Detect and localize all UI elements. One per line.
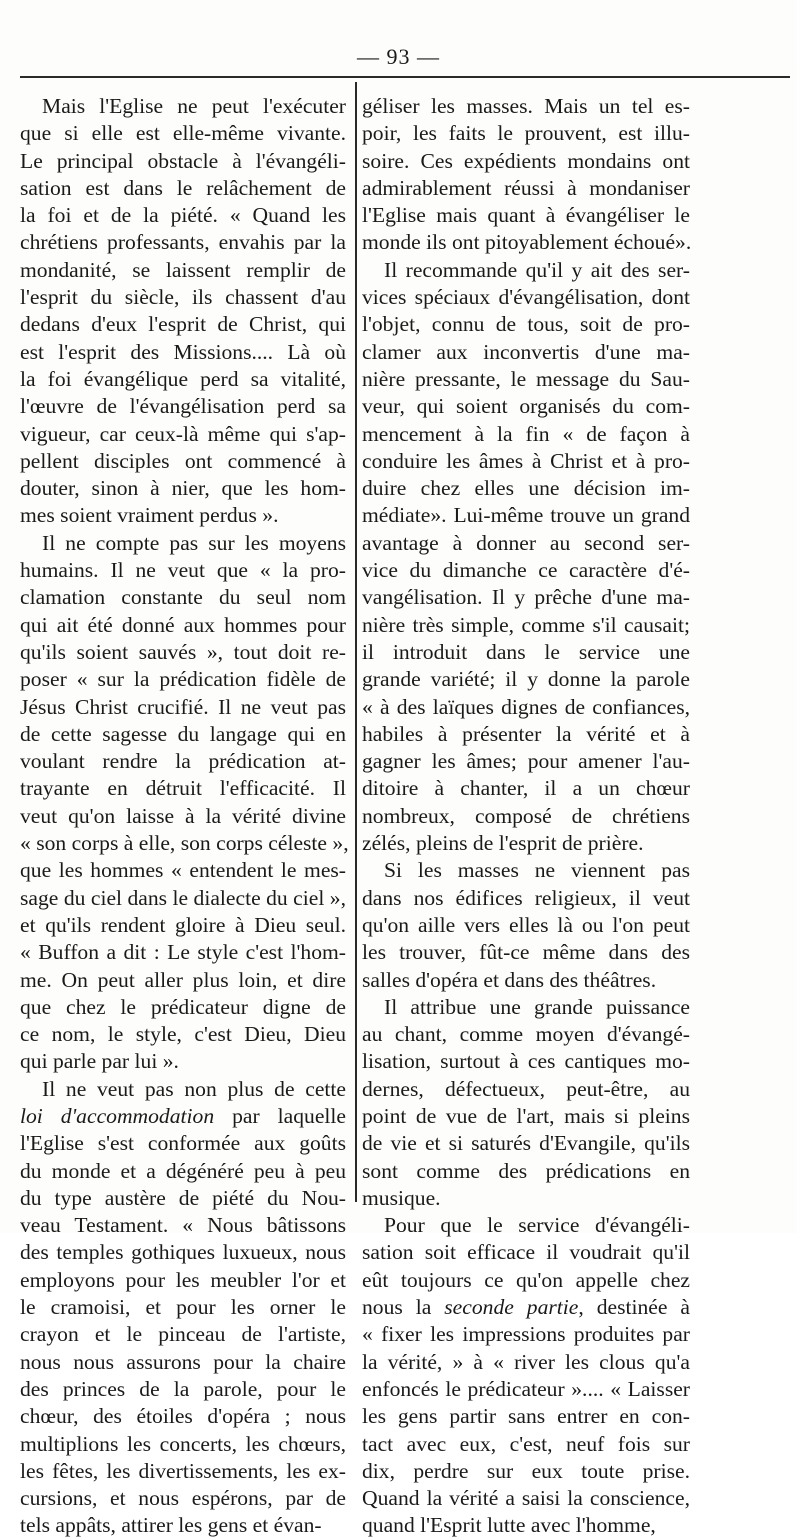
text-line: zélés, pleins de l'esprit de prière. [362,831,644,856]
text-line: nous nous assurons pour la chaire [20,1349,346,1374]
text-line: Quand la vérité a saisi la conscience, [362,1486,690,1511]
text-line: eût toujours ce qu'on appelle chez [362,1267,690,1292]
text-line: pellent disciples ont commencé à [20,448,346,473]
text-line: clamation constante du seul nom [20,585,346,610]
text-line: l'objet, connu de tous, soit de pro- [362,312,690,337]
text-line: grande variété; il y donne la parole [362,667,690,692]
italic-phrase: seconde partie [444,1295,579,1320]
text-line: employons pour les meubler l'or et [20,1267,346,1292]
text-line: Le principal obstacle à l'évangéli- [20,148,346,173]
text-line: le cramoisi, et pour les orner le [20,1295,346,1320]
text-line: qui ait été donné aux hommes pour [20,612,346,637]
text-line: ce nom, le style, c'est Dieu, Dieu [20,1022,346,1047]
text-line: sage du ciel dans le dialecte du ciel », [20,885,346,910]
text-line: il introduit dans le service une [362,639,690,664]
text-line: la foi évangélique perd sa vitalité, [20,366,346,391]
text-line: Pour que le service d'évangéli- [384,1213,690,1238]
text-line: dix, perdre sur eux toute prise. [362,1458,690,1483]
text-line: multiplions les concerts, les chœurs, [20,1431,346,1456]
text-line: que si elle est elle-même vivante. [20,121,346,146]
text-line: douter, sinon à nier, que les hom- [20,476,346,501]
text-line: point de vue de l'art, mais si pleins [362,1103,690,1128]
text-line: habiles à présenter la vérité et à [362,721,690,746]
text-line: salles d'opéra et dans des théâtres. [362,967,657,992]
text-line: vangélisation. Il y prêche d'une ma- [362,585,690,610]
text-line: chœur, des étoiles d'opéra ; nous [20,1404,346,1429]
text-line: vigueur, car ceux-là même qui s'ap- [20,421,346,446]
text-line: au chant, comme moyen d'évangé- [362,1022,690,1047]
text-line: voulant rendre la prédication at- [20,749,346,774]
text-line: la vérité, » à « river les clous qu'a [362,1349,690,1374]
paragraph [20,530,349,1076]
text-line: loi d'accommodation par laquelle [20,1103,346,1128]
text-line: nous la seconde partie, destinée à [362,1295,690,1320]
text-line: mes soient vraiment perdus ». [20,503,279,528]
text-line: nière très simple, comme s'il causait; [362,612,690,637]
text-line: Il recommande qu'il y ait des ser- [384,257,690,282]
page-number: — 93 — [357,44,440,69]
text-line: de cette sagesse du langage qui en [20,721,346,746]
text-line: humains. Il ne veut que « la pro- [20,558,346,583]
text-line: conduire les âmes à Christ et à pro- [362,448,690,473]
text-line: du type austère de piété du Nou- [20,1185,346,1210]
text-line: vices spéciaux d'évangélisation, dont [362,285,690,310]
text-line: Mais l'Eglise ne peut l'exécuter [42,94,346,118]
text-line: clamer aux inconvertis d'une ma- [362,339,690,364]
text-line: mondanité, se laissent remplir de [20,257,346,282]
text-line: « son corps à elle, son corps céleste », [20,831,349,856]
text-line: Il attribue une grande puissance [384,994,690,1019]
text-line: la foi et de la piété. « Quand les [20,203,346,228]
text-line: poser « sur la prédication fidèle de [20,667,346,692]
text-line: crayon et le pinceau de l'artiste, [20,1322,346,1347]
text-line: gagner les âmes; pour amener l'au- [362,749,690,774]
text-line: que les hommes « entendent le mes- [20,858,346,883]
column-divider [355,82,357,1202]
text-line: sation est dans le relâchement de [20,175,346,200]
text-line: monde ils ont pitoyablement échoué». [362,230,692,255]
text-line: tact avec eux, c'est, neuf fois sur [362,1431,690,1456]
text-line: les fêtes, les divertissements, les ex- [20,1458,346,1483]
text-line: soire. Ces expédients mondains ont [362,148,690,173]
text-line: Jésus Christ crucifié. Il ne veut pas [20,694,346,719]
text-line: qui parle par lui ». [20,1049,179,1074]
paragraph [362,257,690,858]
text-line: médiate». Lui-même trouve un grand [362,503,690,528]
text-line: veut qu'on laisse à la vérité divine [20,803,346,828]
text-line: chrétiens professants, envahis par la [20,230,346,255]
text-line: vice du dimanche ce caractère d'é- [362,558,690,583]
text-line: veau Testament. « Nous bâtissons [20,1213,346,1238]
paragraph [362,93,690,257]
text-line: nière pressante, le message du Sau- [362,366,690,391]
text-line: mencement à la fin « de façon à [362,421,690,446]
text-line: sont comme des prédications en [362,1158,690,1183]
text-line: est l'esprit des Missions.... Là où [20,339,346,364]
text-line: poir, les faits le prouvent, est illu- [362,121,690,146]
text-line: trayante en détruit l'efficacité. Il [20,776,346,801]
paragraph [20,93,346,530]
text-line: et qu'ils rendent gloire à Dieu seul. [20,912,346,937]
text-line: duire chez elles une décision im- [362,476,690,501]
right-column [362,93,690,1540]
text-line: géliser les masses. Mais un tel es- [362,94,690,118]
text-line: veur, qui soient organisés du com- [362,394,690,419]
text-line: l'Eglise s'est conformée aux goûts [20,1131,346,1156]
text-line: l'œuvre de l'évangélisation perd sa [20,394,346,419]
text-line: musique. [362,1185,441,1210]
text-line: « fixer les impressions produites par [362,1322,690,1347]
text-line: cursions, et nous espérons, par de [20,1486,346,1511]
header-rule [20,76,790,78]
text-line: me. On peut aller plus loin, et dire [20,967,346,992]
text-line: du monde et a dégénéré peu à peu [20,1158,346,1183]
text-line: Il ne compte pas sur les moyens [42,530,346,555]
left-column [20,93,349,1540]
text-line: tels appâts, attirer les gens et évan- [20,1513,322,1538]
text-line: quand l'Esprit lutte avec l'homme, [362,1513,656,1538]
text-line: Si les masses ne viennent pas [384,858,690,883]
text-line: « Buffon a dit : Le style c'est l'hom- [20,940,346,965]
text-line: les trouver, fût-ce même dans des [362,940,690,965]
text-line: l'Eglise mais quant à évangéliser le [362,203,690,228]
paragraph [362,994,690,1212]
text-line: les gens partir sans entrer en con- [362,1404,690,1429]
italic-phrase: loi d'accommodation [20,1103,215,1128]
text-line: sation soit efficace il voudrait qu'il [362,1240,690,1265]
text-line: des princes de la parole, pour le [20,1376,346,1401]
text-line: qu'on aille vers elles là ou l'on peut [362,912,690,937]
text-line: Il ne veut pas non plus de cette [42,1076,346,1101]
text-line: que chez le prédicateur digne de [20,994,346,1019]
text-line: enfoncés le prédicateur ».... « Laisser [362,1376,690,1401]
text-line: dernes, défectueux, peut-être, au [362,1076,690,1101]
text-line: « à des laïques dignes de confiances, [362,694,690,719]
text-line: qu'ils soient sauvés », tout doit re- [20,639,346,664]
paragraph [362,857,690,993]
text-line: de vie et si saturés d'Evangile, qu'ils [362,1131,690,1156]
paragraph [20,1076,346,1540]
text-line: admirablement réussi à mondaniser [362,175,690,200]
text-line: nombreux, composé de chrétiens [362,803,690,828]
paragraph [362,1212,690,1540]
text-line: ditoire à chanter, il a un chœur [362,776,690,801]
text-line: des temples gothiques luxueux, nous [20,1240,346,1265]
text-line: lisation, surtout à ces cantiques mo- [362,1049,690,1074]
text-line: l'esprit du siècle, ils chassent d'au [20,285,346,310]
text-line: avantage à donner au second ser- [362,530,690,555]
text-line: dedans d'eux l'esprit de Christ, qui [20,312,346,337]
text-line: dans nos édifices religieux, il veut [362,885,690,910]
